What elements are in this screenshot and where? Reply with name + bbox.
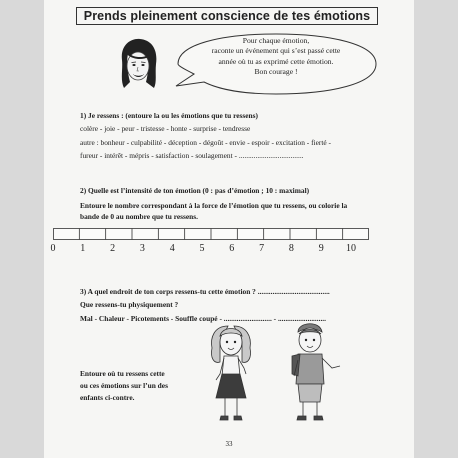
intensity-scale-numbers (41, 243, 371, 257)
boy-figure (292, 324, 340, 420)
scale-number-8[interactable]: 8 (288, 243, 294, 254)
emotion-list-more[interactable]: fureur - intérêt - mépris - satisfaction - soulagement - ................................... (80, 151, 304, 160)
question-3-heading: 3) A quel endroit de ton corps ressens-tu cette émotion ? ....................................... (80, 287, 330, 296)
physical-sensations-line[interactable]: Mal - Chaleur - Picotements - Souffle coupé - .......................... - .......................... (80, 314, 326, 323)
intensity-scale-bar[interactable] (53, 228, 369, 240)
page-title: Prends pleinement conscience de tes émotions (76, 7, 378, 25)
question-2-instruction-1: Entoure le nombre correspondant à la force de l’émotion que tu ressens, ou colorie la (80, 201, 348, 210)
children-illustration[interactable] (180, 318, 370, 426)
emotion-list-basic[interactable]: colère - joie - peur - tristesse - honte - surprise - tendresse (80, 124, 251, 133)
scale-number-5[interactable]: 5 (199, 243, 205, 254)
entoure-instruction-1: Entoure où tu ressens cette (80, 369, 165, 378)
scale-number-6[interactable]: 6 (229, 243, 235, 254)
bubble-line: Bon courage ! (254, 67, 298, 77)
scale-number-7[interactable]: 7 (259, 243, 265, 254)
scale-number-1[interactable]: 1 (80, 243, 86, 254)
question-3-sub: Que ressens-tu physiquement ? (80, 300, 179, 309)
bubble-text (194, 36, 358, 78)
scale-number-3[interactable]: 3 (139, 243, 145, 254)
question-2-instruction-2: bande de 0 au nombre que tu ressens. (80, 212, 198, 221)
scale-number-0[interactable]: 0 (50, 243, 56, 254)
scale-number-2[interactable]: 2 (110, 243, 116, 254)
question-2-heading: 2) Quelle est l’intensité de ton émotion (0 : pas d’émotion ; 10 : maximal) (80, 186, 310, 195)
scale-number-9[interactable]: 9 (318, 243, 324, 254)
bubble-line: année où tu as exprimé cette émotion. (218, 56, 334, 66)
bubble-line: raconte un événement qui s’est passé cette (211, 46, 341, 56)
girl-figure (211, 326, 250, 420)
entoure-instruction-2: ou ces émotions sur l’un des (80, 381, 168, 390)
bubble-line: Pour chaque émotion, (242, 36, 310, 45)
question-1-heading: 1) Je ressens : (entoure la ou les émotions que tu ressens) (80, 111, 258, 120)
woman-face-illustration (116, 38, 160, 90)
emotion-list-other[interactable]: autre : bonheur - culpabilité - déception - dégoût - envie - espoir - excitation - fierté - (80, 138, 331, 147)
scale-number-10[interactable]: 10 (346, 243, 356, 254)
scale-number-4[interactable]: 4 (169, 243, 175, 254)
entoure-instruction-3: enfants ci-contre. (80, 393, 135, 402)
page-number: 33 (225, 440, 233, 448)
